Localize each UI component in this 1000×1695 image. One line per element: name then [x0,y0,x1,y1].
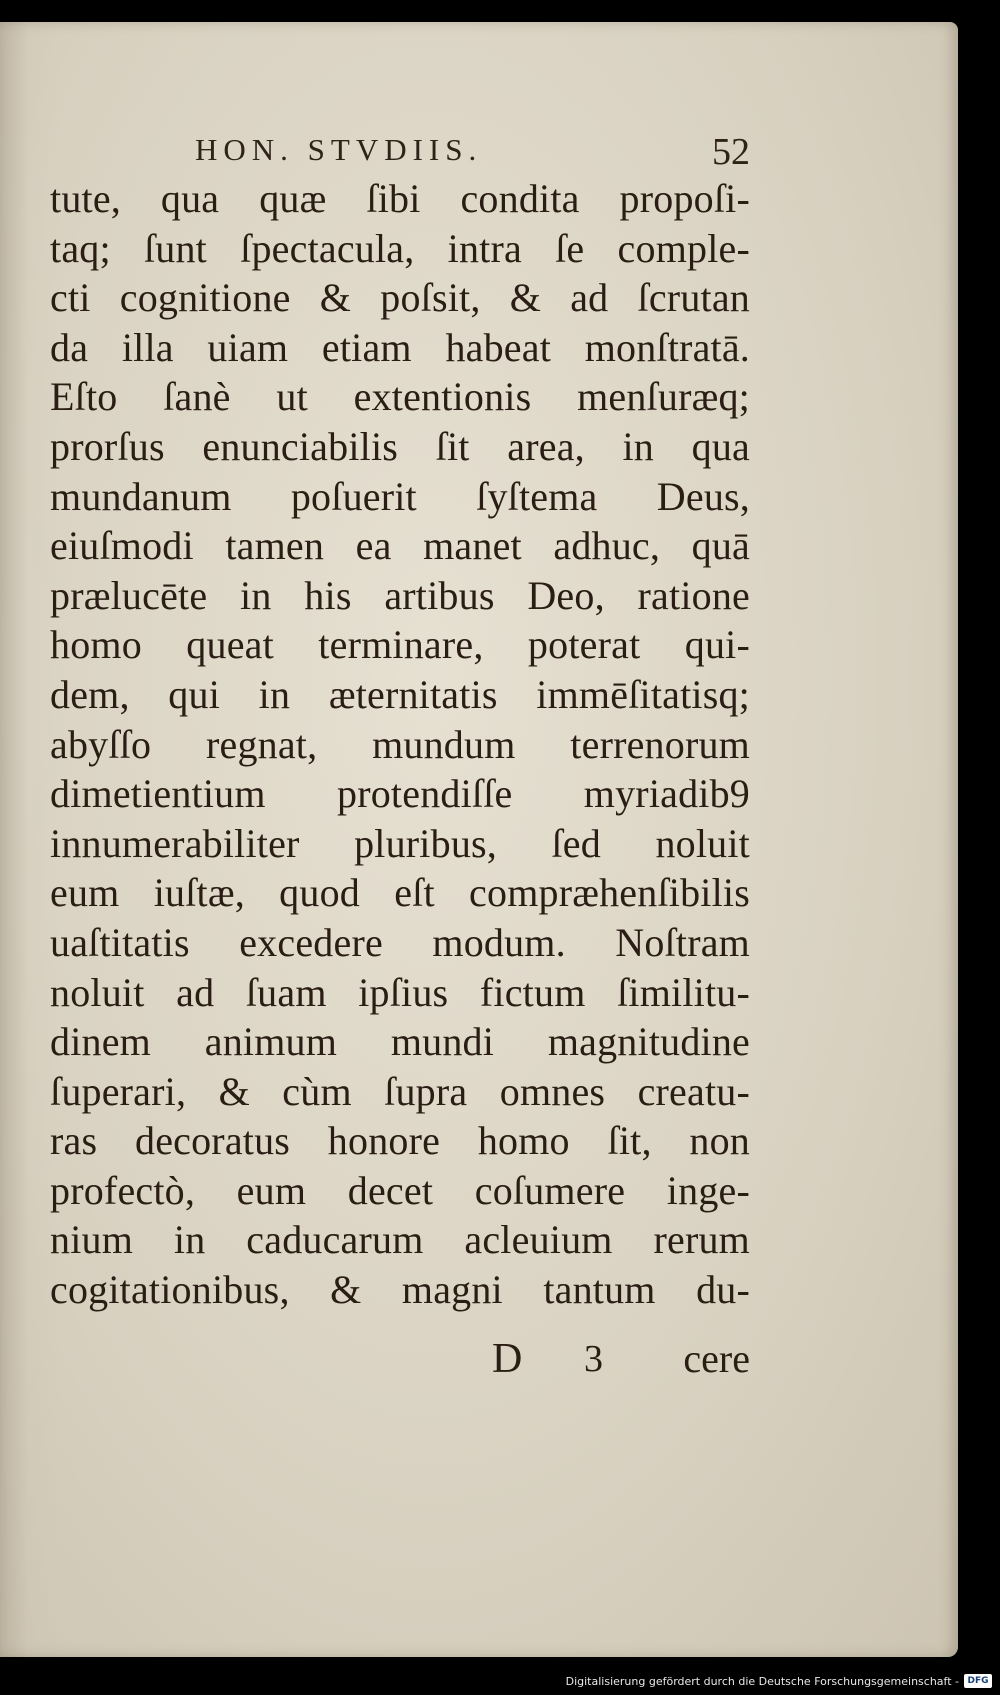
text-line: profectò, eum decet coſumere inge- [50,1167,750,1213]
catch-line [50,1335,750,1387]
text-line: innumerabiliter pluribus, ſed noluit [50,820,750,866]
page-number: 52 [712,131,750,173]
catchword: cere [683,1336,750,1381]
text-line: prorſus enunciabilis ſit area, in qua [50,423,750,469]
dfg-logo-icon: DFG [964,1674,992,1688]
text-line: tute, qua quæ ſibi condita propoſi- [50,176,750,221]
text-line: ras decoratus honore homo ſit, non [50,1118,750,1164]
text-line: cogitationibus, & magni tantum du- [50,1267,750,1313]
text-line: abyſſo regnat, mundum terrenorum [50,721,750,767]
text-line: eiuſmodi tamen ea manet adhuc, quā [50,523,750,569]
digitization-credit [566,1671,992,1691]
signature-mark: D [492,1336,523,1382]
text-line: ſuperari, & cùm ſupra omnes creatu- [50,1068,750,1114]
running-head [50,132,750,172]
text-line: nium in caducarum acleuium rerum [50,1217,750,1263]
text-line: Eſto ſanè ut extentionis menſuræq; [50,374,750,420]
credit-text: Digitalisierung gefördert durch die Deutsche Forschungsgemeinschaft - [565,1674,959,1688]
text-line: prælucēte in his artibus Deo, ratione [50,572,750,618]
body-text [50,174,750,1315]
text-line: eum iuſtæ, quod eſt compræhenſibilis [50,870,750,916]
text-line: homo queat terminare, poterat qui- [50,622,750,668]
text-line: dem, qui in æternitatis immēſitatisq; [50,671,750,717]
running-head-title: HON. STVDIIS. [195,132,483,167]
text-line: mundanum poſuerit ſyſtema Deus, [50,473,750,519]
text-line: dimetientium protendiſſe myriadib9 [50,771,750,817]
text-line: taq; ſunt ſpectacula, intra ſe comple- [50,225,750,271]
text-line: da illa uiam etiam habeat monſtratā. [50,324,750,370]
book-page [0,22,958,1657]
signature-number: 3 [584,1338,603,1380]
text-line: cti cognitione & poſsit, & ad ſcrutan [50,275,750,321]
text-line: dinem animum mundi magnitudine [50,1019,750,1065]
text-line: noluit ad ſuam ipſius fictum ſimilitu- [50,969,750,1015]
text-line: uaſtitatis excedere modum. Noſtram [50,919,750,965]
